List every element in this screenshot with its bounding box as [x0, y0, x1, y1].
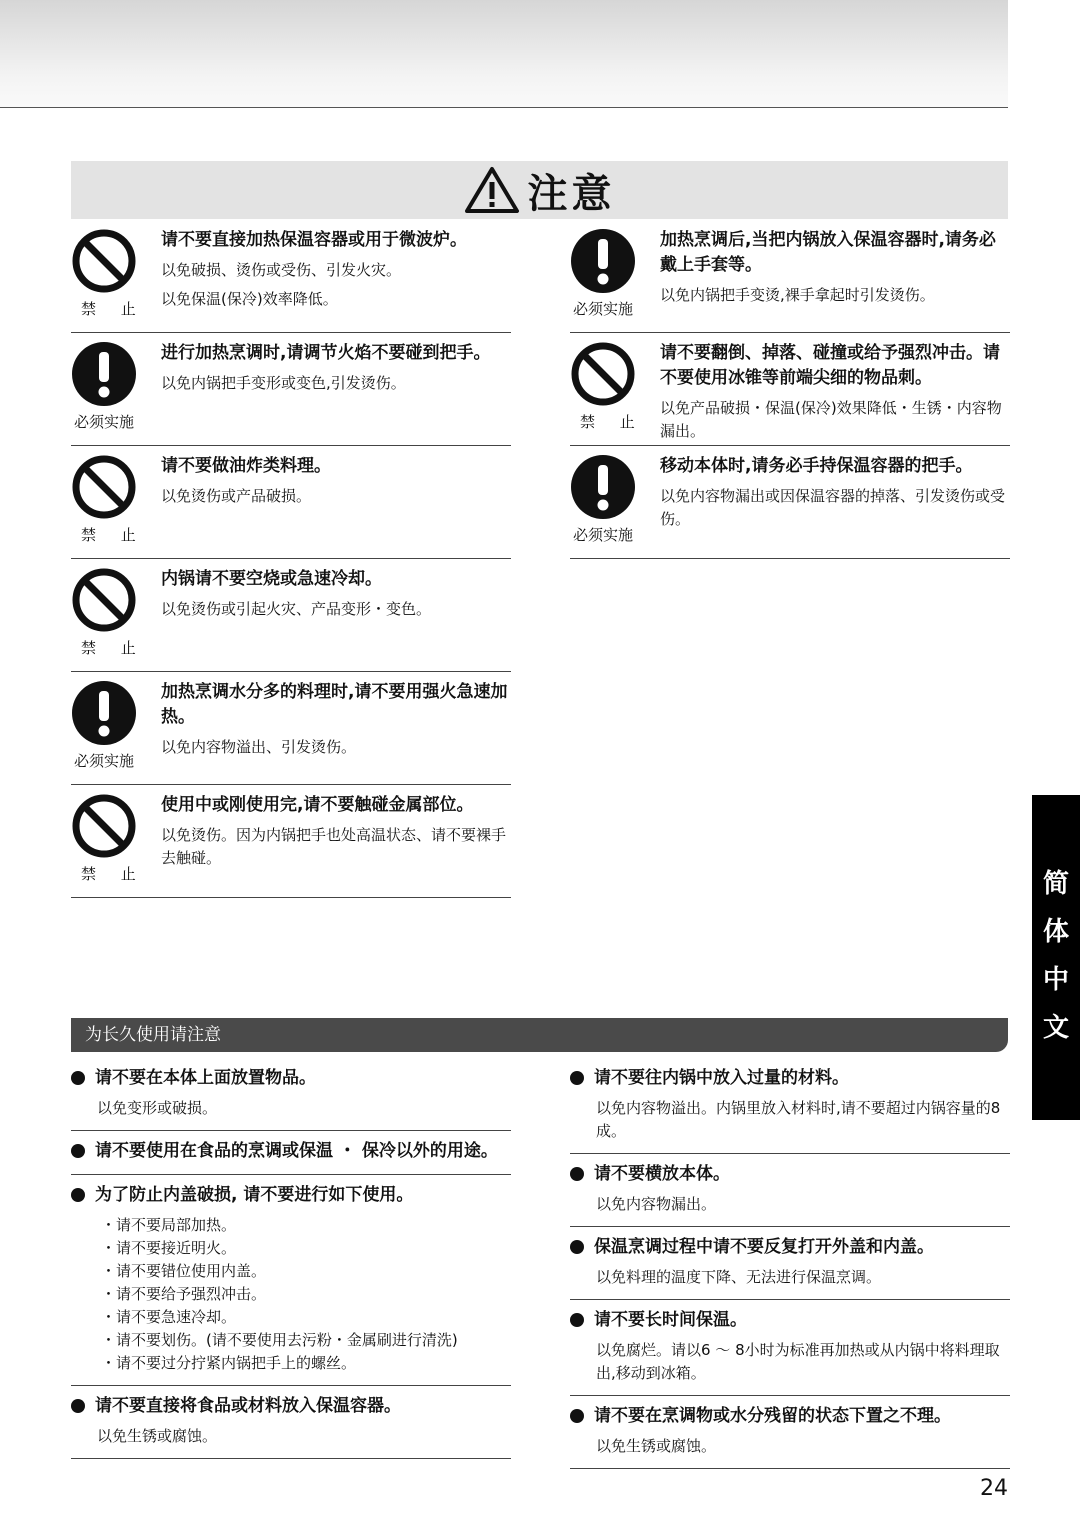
page-number: 24: [980, 1476, 1008, 1501]
warning-symbol-label: 禁 止: [81, 865, 146, 883]
warning-text: [660, 228, 1010, 307]
warning-triangle-icon: [464, 166, 520, 214]
warning-item: [71, 228, 511, 333]
long-use-item: [570, 1300, 1010, 1396]
bullet-dot-icon: [71, 1071, 85, 1085]
caution-banner: [71, 161, 1008, 219]
warning-detail: 以免内容物漏出或因保温容器的掉落、引发烫伤或受伤。: [660, 487, 1006, 528]
long-use-detail: 以免腐烂。请以6 ～ 8小时为标准再加热或从内锅中将料理取出,移动到冰箱。: [596, 1341, 1000, 1382]
mandatory-icon: [570, 454, 636, 520]
warning-detail: 以免烫伤。因为内锅把手也处高温状态、请不要裸手去触碰。: [161, 826, 507, 867]
long-use-left-column: [71, 1058, 511, 1459]
warning-text: [161, 454, 511, 508]
warning-heading: 内锅请不要空烧或急速冷却。: [161, 569, 382, 589]
long-use-bullet-list: [101, 1214, 511, 1375]
long-use-heading-text: 保温烹调过程中请不要反复打开外盖和内盖。: [594, 1237, 934, 1257]
long-use-heading-text: 请不要长时间保温。: [594, 1310, 747, 1330]
long-use-item: [570, 1396, 1010, 1469]
warning-symbol: [71, 341, 137, 432]
warnings-right-column: [570, 228, 1010, 567]
warning-text: [161, 793, 511, 870]
warning-item: [71, 454, 511, 559]
warning-item: [570, 341, 1010, 446]
mandatory-icon: [71, 341, 137, 407]
long-use-item: [71, 1175, 511, 1386]
long-use-item: [570, 1154, 1010, 1227]
bullet-dot-icon: [570, 1240, 584, 1254]
warning-heading: 使用中或刚使用完,请不要触碰金属部位。: [161, 795, 474, 815]
warning-detail: 以免内容物溢出、引发烫伤。: [161, 738, 357, 756]
long-use-heading-text: 请不要使用在食品的烹调或保温 ・ 保冷以外的用途。: [95, 1141, 498, 1161]
warning-detail: 以免产品破损・保温(保冷)效果降低・生锈・内容物漏出。: [660, 399, 1002, 440]
bullet-dot-icon: [71, 1188, 85, 1202]
warning-symbol-label: 必须实施: [73, 752, 134, 770]
warning-symbol-label: 禁 止: [580, 413, 645, 431]
bullet-dot-icon: [71, 1144, 85, 1158]
long-use-bullet: ・请不要划伤。(请不要使用去污粉・金属刷进行清洗): [101, 1331, 458, 1349]
side-tab-char: 简: [1042, 869, 1069, 899]
bullet-dot-icon: [71, 1399, 85, 1413]
warning-text: [660, 454, 1010, 531]
warning-symbol-label: 必须实施: [572, 526, 633, 544]
warning-symbol: [71, 680, 137, 771]
warning-item: [71, 567, 511, 672]
warning-text: [660, 341, 1010, 443]
long-use-detail: 以免内容物漏出。: [596, 1195, 717, 1213]
long-use-heading-text: 请不要在烹调物或水分残留的状态下置之不理。: [594, 1406, 951, 1426]
warning-heading: 请不要直接加热保温容器或用于微波炉。: [161, 230, 467, 250]
long-use-right-column: [570, 1058, 1010, 1469]
warning-symbol-label: 禁 止: [81, 526, 146, 544]
long-use-heading: [71, 1066, 511, 1091]
warning-item: [570, 228, 1010, 333]
long-use-bullet: ・请不要过分拧紧内锅把手上的螺丝。: [101, 1354, 357, 1372]
warning-heading: 加热烹调水分多的料理时,请不要用强火急速加热。: [161, 682, 508, 727]
long-use-heading: [570, 1404, 1010, 1429]
long-use-item: [71, 1386, 511, 1459]
bullet-dot-icon: [570, 1409, 584, 1423]
bullet-dot-icon: [570, 1167, 584, 1181]
side-tab-char: 中: [1042, 965, 1069, 995]
warning-detail: 以免破损、烫伤或受伤、引发火灾。: [161, 261, 402, 279]
long-use-heading-text: 请不要往内锅中放入过量的材料。: [594, 1068, 849, 1088]
warning-symbol-label: 必须实施: [572, 300, 633, 318]
long-use-heading-text: 为了防止内盖破损, 请不要进行如下使用。: [95, 1185, 414, 1205]
long-use-item: [71, 1131, 511, 1175]
warning-symbol: [71, 567, 146, 658]
warning-item: [570, 454, 1010, 559]
warning-detail: 以免内锅把手变烫,裸手拿起时引发烫伤。: [660, 286, 935, 304]
long-use-heading: [570, 1066, 1010, 1091]
prohibition-icon: [71, 454, 137, 520]
warning-symbol: [71, 793, 146, 884]
warning-symbol: [570, 228, 636, 319]
long-use-detail: 以免生锈或腐蚀。: [97, 1427, 218, 1445]
warnings-left-column: [71, 228, 511, 906]
prohibition-icon: [570, 341, 636, 407]
warning-item: [71, 341, 511, 446]
long-use-detail: 以免内容物溢出。内锅里放入材料时,请不要超过内锅容量的8成。: [596, 1099, 1001, 1140]
warning-heading: 请不要做油炸类料理。: [161, 456, 331, 476]
long-use-bullet: ・请不要急速冷却。: [101, 1308, 237, 1326]
header-band: [0, 0, 1008, 108]
prohibition-icon: [71, 228, 137, 294]
warning-symbol-label: 禁 止: [81, 300, 146, 318]
warning-item: [71, 793, 511, 898]
warning-symbol-label: 必须实施: [73, 413, 134, 431]
side-tab-char: 体: [1042, 917, 1069, 947]
long-use-heading: [570, 1308, 1010, 1333]
long-use-heading: [71, 1139, 511, 1164]
warning-text: [161, 341, 511, 395]
long-use-heading: [71, 1394, 511, 1419]
warning-text: [161, 680, 511, 759]
long-use-heading-text: 请不要横放本体。: [594, 1164, 730, 1184]
long-use-item: [71, 1058, 511, 1131]
warning-heading: 移动本体时,请务必手持保温容器的把手。: [660, 456, 973, 476]
warning-symbol: [71, 454, 146, 545]
long-use-detail: 以免变形或破损。: [97, 1099, 218, 1117]
warning-heading: 加热烹调后,当把内锅放入保温容器时,请务必戴上手套等。: [660, 230, 996, 275]
mandatory-icon: [71, 680, 137, 746]
long-use-heading-text: 请不要在本体上面放置物品。: [95, 1068, 316, 1088]
prohibition-icon: [71, 793, 137, 859]
warning-heading: 进行加热烹调时,请调节火焰不要碰到把手。: [161, 343, 491, 363]
long-use-section-title: 为长久使用请注意: [71, 1018, 1008, 1052]
long-use-heading: [570, 1235, 1010, 1260]
warning-item: [71, 680, 511, 785]
side-tab-char: 文: [1042, 1013, 1069, 1043]
long-use-item: [570, 1227, 1010, 1300]
warning-symbol-label: 禁 止: [81, 639, 146, 657]
long-use-detail: 以免生锈或腐蚀。: [596, 1437, 717, 1455]
prohibition-icon: [71, 567, 137, 633]
long-use-heading: [71, 1183, 511, 1208]
warning-symbol: [71, 228, 146, 319]
mandatory-icon: [570, 228, 636, 294]
warning-detail: 以免烫伤或引起火灾、产品变形・变色。: [161, 600, 432, 618]
long-use-bullet: ・请不要错位使用内盖。: [101, 1262, 267, 1280]
warning-text: [161, 228, 511, 311]
long-use-bullet: ・请不要接近明火。: [101, 1239, 237, 1257]
warning-detail: 以免保温(保冷)效率降低。: [161, 290, 338, 308]
warning-text: [161, 567, 511, 621]
caution-title: 注意: [527, 170, 616, 217]
warning-detail: 以免烫伤或产品破损。: [161, 487, 312, 505]
warning-detail: 以免内锅把手变形或变色,引发烫伤。: [161, 374, 406, 392]
long-use-bullet: ・请不要局部加热。: [101, 1216, 237, 1234]
long-use-bullet: ・请不要给予强烈冲击。: [101, 1285, 267, 1303]
warning-symbol: [570, 341, 645, 432]
language-side-tab: [1032, 795, 1080, 1120]
long-use-item: [570, 1058, 1010, 1154]
bullet-dot-icon: [570, 1071, 584, 1085]
long-use-heading: [570, 1162, 1010, 1187]
bullet-dot-icon: [570, 1313, 584, 1327]
warning-heading: 请不要翻倒、掉落、碰撞或给予强烈冲击。请不要使用冰锥等前端尖细的物品刺。: [660, 343, 1000, 388]
long-use-detail: 以免料理的温度下降、无法进行保温烹调。: [596, 1268, 882, 1286]
long-use-heading-text: 请不要直接将食品或材料放入保温容器。: [95, 1396, 401, 1416]
warning-symbol: [570, 454, 636, 545]
